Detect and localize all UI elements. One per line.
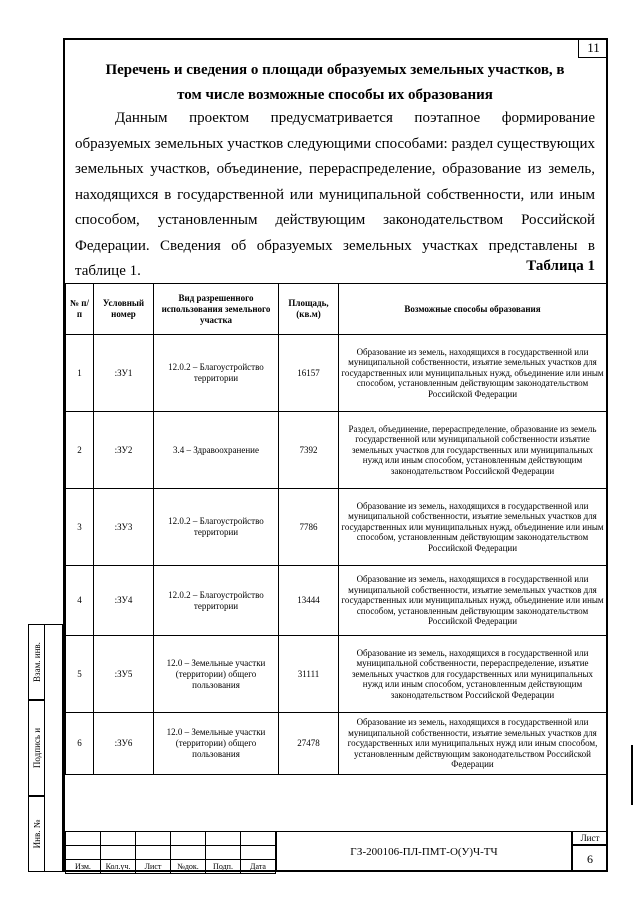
plot-area: 27478	[279, 713, 339, 775]
side-label-replace-inv: Взам. инв.	[28, 624, 44, 700]
col-header-use: Вид разрешенного использования земельного участка	[154, 284, 279, 335]
plot-code: :ЗУ6	[94, 713, 154, 775]
permitted-use: 12.0.2 – Благоустройство территории	[154, 566, 279, 636]
stamp-col-change: Изм.	[66, 860, 101, 874]
plot-code: :ЗУ5	[94, 636, 154, 713]
plot-area: 31111	[279, 636, 339, 713]
row-number: 5	[66, 636, 94, 713]
stamp-col-sheet: Лист	[136, 860, 171, 874]
heading-line-1: Перечень и сведения о площади образуемых земельных участков, в	[105, 62, 565, 78]
row-number: 3	[66, 489, 94, 566]
table-row	[66, 335, 607, 412]
stamp-col-count: Кол.уч.	[101, 860, 136, 874]
stamp-col-sign: Подп.	[206, 860, 241, 874]
sheet-number: 6	[572, 845, 608, 872]
row-number: 4	[66, 566, 94, 636]
title-block	[65, 831, 608, 872]
plot-code: :ЗУ4	[94, 566, 154, 636]
row-number: 2	[66, 412, 94, 489]
permitted-use: 3.4 – Здравоохранение	[154, 412, 279, 489]
land-plots-table	[65, 283, 607, 775]
permitted-use: 12.0 – Земельные участки (территории) общего пользования	[154, 636, 279, 713]
table-header-row	[66, 284, 607, 335]
permitted-use: 12.0.2 – Благоустройство территории	[154, 335, 279, 412]
formation-ways: Образование из земель, находящихся в государственной или муниципальной собственности, изъятие земельных участков для государственных или муниципальных нужд, объединение или иным способом, установленным действующим законодательством Российской Федерации	[339, 566, 607, 636]
plot-area: 13444	[279, 566, 339, 636]
formation-ways: Образование из земель, находящихся в государственной или муниципальной собственности, перераспределение, изъятие земельных участков для государственных или муниципальных нужд или иным способом, установленным действующим законодательством Российской Федерации	[339, 636, 607, 713]
side-label-inventory-number: Инв. №	[28, 796, 44, 872]
scan-edge-mark	[631, 745, 633, 805]
col-header-code: Условный номер	[94, 284, 154, 335]
row-number: 6	[66, 713, 94, 775]
formation-ways: Образование из земель, находящихся в государственной или муниципальной собственности, изъятие земельных участков для государственных или муниципальных нужд, объединение или иным способом, установленным действующим законодательством Российской Федерации	[339, 335, 607, 412]
plot-area: 7786	[279, 489, 339, 566]
heading-line-2: том числе возможные способы их образования	[177, 87, 493, 103]
table-row	[66, 489, 607, 566]
col-header-number: № п/п	[66, 284, 94, 335]
row-number: 1	[66, 335, 94, 412]
stamp-col-docno: №док.	[171, 860, 206, 874]
document-code: ГЗ-200106-ПЛ-ПМТ-О(У)Ч-ТЧ	[276, 831, 572, 872]
page-number: 11	[578, 38, 608, 58]
table-row	[66, 566, 607, 636]
plot-area: 16157	[279, 335, 339, 412]
intro-paragraph: Данным проектом предусматривается поэтапное формирование образуемых земельных участков следующими способами: раздел существующих земельных участков, объединение, перераспределение, образование из земель, находящихся в государственной или муниципальной собственности, или иным способом, установленным действующим законодательством Российской Федерации. Сведения об образуемых земельных участках представлены в таблице 1.	[75, 110, 595, 279]
table-row	[66, 713, 607, 775]
formation-ways: Раздел, объединение, перераспределение, образование из земель государственной или муниципальной собственности изъятие земельных участков для государственных или муниципальных нужд или иным способом, установленным действующим законодательством Российской Федерации	[339, 412, 607, 489]
sheet-label: Лист	[572, 831, 608, 845]
col-header-ways: Возможные способы образования	[339, 284, 607, 335]
side-label-signature: Подпись и	[28, 700, 44, 796]
plot-area: 7392	[279, 412, 339, 489]
plot-code: :ЗУ3	[94, 489, 154, 566]
revision-grid	[65, 831, 276, 874]
table-row	[66, 412, 607, 489]
table-caption: Таблица 1	[526, 258, 595, 274]
formation-ways: Образование из земель, находящихся в государственной или муниципальной собственности, изъятие земельных участков для государственных или муниципальных нужд, объединение или иным способом, установленным действующим законодательством Российской Федерации	[339, 489, 607, 566]
col-header-area: Площадь, (кв.м)	[279, 284, 339, 335]
side-binding-column	[44, 624, 63, 872]
plot-code: :ЗУ1	[94, 335, 154, 412]
plot-code: :ЗУ2	[94, 412, 154, 489]
table-row	[66, 636, 607, 713]
formation-ways: Образование из земель, находящихся в государственной или муниципальной собственности, изъятие земельных участков для государственных или муниципальных нужд или иным способом, установленным действующим законодательством Российской Федерации	[339, 713, 607, 775]
document-heading	[75, 58, 595, 108]
permitted-use: 12.0.2 – Благоустройство территории	[154, 489, 279, 566]
stamp-col-date: Дата	[241, 860, 276, 874]
permitted-use: 12.0 – Земельные участки (территории) общего пользования	[154, 713, 279, 775]
